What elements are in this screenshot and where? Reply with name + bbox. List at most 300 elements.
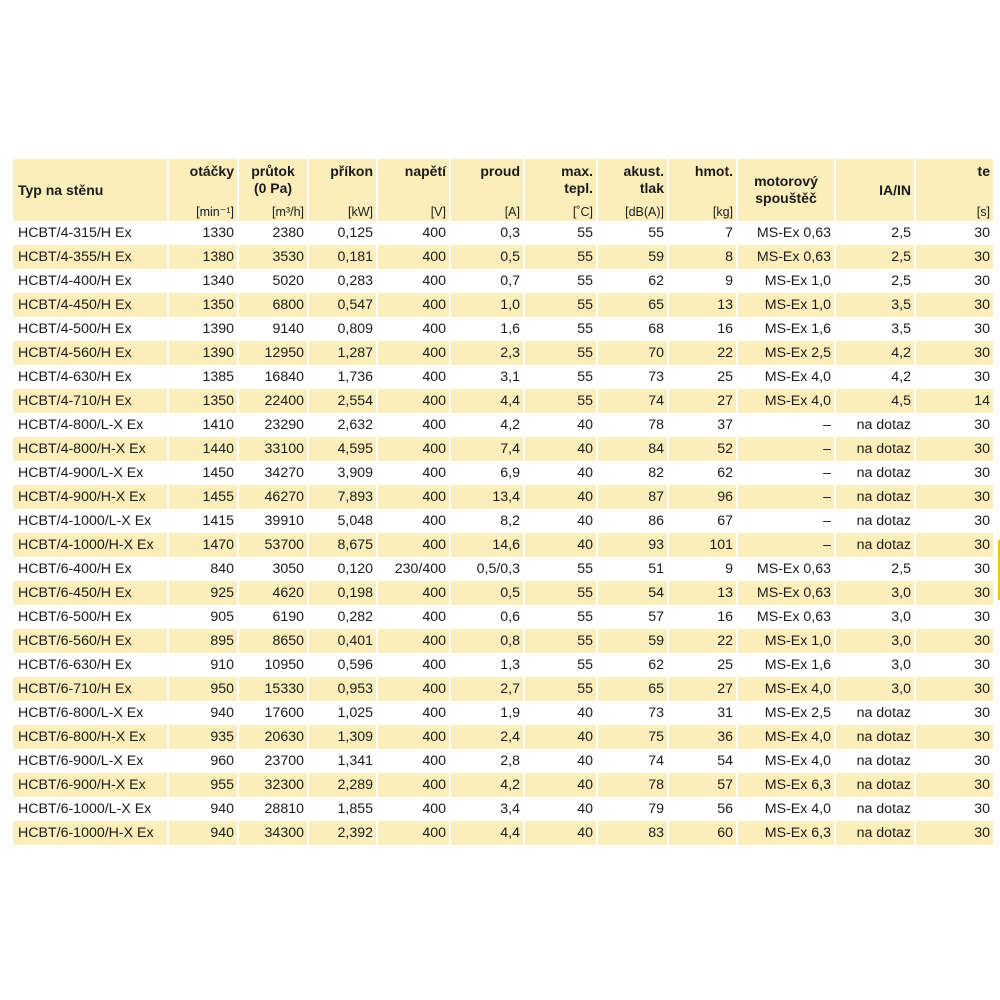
cell-weight: 22 <box>669 341 736 365</box>
table-row <box>13 485 993 509</box>
cell-acoustic: 75 <box>598 725 667 749</box>
cell-te: 30 <box>916 629 993 653</box>
cell-ia-in: na dotaz <box>836 461 914 485</box>
cell-voltage: 400 <box>378 533 449 557</box>
cell-current: 1,6 <box>451 317 523 341</box>
cell-voltage: 400 <box>378 221 449 245</box>
cell-voltage: 400 <box>378 797 449 821</box>
cell-weight: 62 <box>669 461 736 485</box>
cell-current: 0,3 <box>451 221 523 245</box>
cell-flow: 34270 <box>239 461 307 485</box>
cell-starter: MS-Ex 2,5 <box>738 701 834 725</box>
cell-speed: 1470 <box>169 533 237 557</box>
cell-current: 14,6 <box>451 533 523 557</box>
cell-power: 0,953 <box>309 677 376 701</box>
cell-max-temp: 55 <box>525 557 596 581</box>
cell-speed: 960 <box>169 749 237 773</box>
cell-speed: 905 <box>169 605 237 629</box>
cell-voltage: 230/400 <box>378 557 449 581</box>
cell-max-temp: 40 <box>525 797 596 821</box>
cell-current: 6,9 <box>451 461 523 485</box>
cell-voltage: 400 <box>378 725 449 749</box>
cell-max-temp: 55 <box>525 341 596 365</box>
cell-ia-in: na dotaz <box>836 749 914 773</box>
cell-type: HCBT/4-1000/H-X Ex <box>13 533 167 557</box>
cell-ia-in: na dotaz <box>836 773 914 797</box>
cell-speed: 1390 <box>169 341 237 365</box>
cell-type: HCBT/4-800/L-X Ex <box>13 413 167 437</box>
cell-current: 3,1 <box>451 365 523 389</box>
cell-max-temp: 40 <box>525 461 596 485</box>
cell-starter: – <box>738 437 834 461</box>
cell-speed: 1330 <box>169 221 237 245</box>
cell-power: 0,547 <box>309 293 376 317</box>
cell-weight: 27 <box>669 677 736 701</box>
cell-current: 4,4 <box>451 821 523 845</box>
cell-current: 4,2 <box>451 773 523 797</box>
cell-power: 0,283 <box>309 269 376 293</box>
cell-starter: MS-Ex 4,0 <box>738 365 834 389</box>
cell-flow: 34300 <box>239 821 307 845</box>
cell-speed: 1415 <box>169 509 237 533</box>
cell-speed: 1455 <box>169 485 237 509</box>
table-row <box>13 437 993 461</box>
cell-ia-in: na dotaz <box>836 533 914 557</box>
cell-weight: 31 <box>669 701 736 725</box>
cell-power: 0,809 <box>309 317 376 341</box>
cell-te: 30 <box>916 341 993 365</box>
col-header-te: te [s] <box>916 159 993 221</box>
cell-starter: MS-Ex 0,63 <box>738 581 834 605</box>
table-row <box>13 581 993 605</box>
cell-ia-in: 3,0 <box>836 629 914 653</box>
cell-type: HCBT/4-500/H Ex <box>13 317 167 341</box>
cell-acoustic: 70 <box>598 341 667 365</box>
cell-acoustic: 65 <box>598 293 667 317</box>
cell-type: HCBT/6-400/H Ex <box>13 557 167 581</box>
cell-voltage: 400 <box>378 821 449 845</box>
col-header-starter: motorový spouštěč <box>738 159 834 221</box>
cell-type: HCBT/4-800/H-X Ex <box>13 437 167 461</box>
cell-starter: MS-Ex 1,6 <box>738 653 834 677</box>
cell-flow: 28810 <box>239 797 307 821</box>
cell-speed: 940 <box>169 821 237 845</box>
cell-flow: 53700 <box>239 533 307 557</box>
cell-ia-in: 2,5 <box>836 221 914 245</box>
table-row <box>13 365 993 389</box>
cell-flow: 3050 <box>239 557 307 581</box>
cell-starter: – <box>738 485 834 509</box>
cell-current: 4,4 <box>451 389 523 413</box>
cell-type: HCBT/6-800/H-X Ex <box>13 725 167 749</box>
cell-max-temp: 55 <box>525 317 596 341</box>
cell-voltage: 400 <box>378 293 449 317</box>
cell-type: HCBT/6-500/H Ex <box>13 605 167 629</box>
cell-flow: 3530 <box>239 245 307 269</box>
cell-weight: 27 <box>669 389 736 413</box>
col-header-speed: otáčky [min⁻¹] <box>169 159 237 221</box>
cell-ia-in: na dotaz <box>836 413 914 437</box>
cell-current: 1,3 <box>451 653 523 677</box>
cell-ia-in: 3,5 <box>836 317 914 341</box>
cell-te: 30 <box>916 749 993 773</box>
cell-te: 30 <box>916 581 993 605</box>
table-row <box>13 821 993 845</box>
cell-type: HCBT/4-900/L-X Ex <box>13 461 167 485</box>
col-header-ia-in: IA/IN <box>836 159 914 221</box>
cell-ia-in: na dotaz <box>836 509 914 533</box>
cell-max-temp: 55 <box>525 677 596 701</box>
cell-starter: MS-Ex 0,63 <box>738 245 834 269</box>
cell-acoustic: 74 <box>598 389 667 413</box>
cell-speed: 840 <box>169 557 237 581</box>
cell-starter: MS-Ex 1,6 <box>738 317 834 341</box>
cell-weight: 16 <box>669 605 736 629</box>
cell-max-temp: 55 <box>525 269 596 293</box>
cell-voltage: 400 <box>378 653 449 677</box>
cell-max-temp: 55 <box>525 293 596 317</box>
cell-ia-in: 4,2 <box>836 365 914 389</box>
cell-type: HCBT/6-1000/L-X Ex <box>13 797 167 821</box>
cell-te: 30 <box>916 269 993 293</box>
cell-flow: 4620 <box>239 581 307 605</box>
cell-current: 1,0 <box>451 293 523 317</box>
cell-max-temp: 40 <box>525 749 596 773</box>
cell-weight: 7 <box>669 221 736 245</box>
cell-ia-in: na dotaz <box>836 797 914 821</box>
cell-starter: MS-Ex 4,0 <box>738 749 834 773</box>
table-row <box>13 773 993 797</box>
cell-acoustic: 73 <box>598 701 667 725</box>
cell-ia-in: na dotaz <box>836 485 914 509</box>
cell-te: 30 <box>916 221 993 245</box>
cell-max-temp: 55 <box>525 581 596 605</box>
cell-acoustic: 55 <box>598 221 667 245</box>
cell-starter: MS-Ex 4,0 <box>738 725 834 749</box>
cell-acoustic: 74 <box>598 749 667 773</box>
cell-weight: 60 <box>669 821 736 845</box>
table-row <box>13 605 993 629</box>
cell-voltage: 400 <box>378 749 449 773</box>
cell-max-temp: 55 <box>525 221 596 245</box>
cell-speed: 935 <box>169 725 237 749</box>
cell-speed: 1380 <box>169 245 237 269</box>
cell-voltage: 400 <box>378 437 449 461</box>
cell-flow: 15330 <box>239 677 307 701</box>
cell-max-temp: 55 <box>525 629 596 653</box>
cell-power: 1,341 <box>309 749 376 773</box>
cell-speed: 1350 <box>169 389 237 413</box>
cell-acoustic: 84 <box>598 437 667 461</box>
table-row <box>13 317 993 341</box>
cell-power: 2,554 <box>309 389 376 413</box>
cell-starter: MS-Ex 1,0 <box>738 629 834 653</box>
cell-te: 30 <box>916 461 993 485</box>
cell-te: 30 <box>916 725 993 749</box>
cell-te: 30 <box>916 701 993 725</box>
cell-type: HCBT/6-630/H Ex <box>13 653 167 677</box>
cell-current: 2,4 <box>451 725 523 749</box>
cell-ia-in: 3,0 <box>836 653 914 677</box>
cell-power: 0,596 <box>309 653 376 677</box>
cell-acoustic: 59 <box>598 629 667 653</box>
cell-starter: – <box>738 413 834 437</box>
cell-max-temp: 55 <box>525 653 596 677</box>
cell-power: 8,675 <box>309 533 376 557</box>
cell-ia-in: 3,0 <box>836 677 914 701</box>
col-header-flow: průtok (0 Pa) [m³/h] <box>239 159 307 221</box>
cell-current: 0,8 <box>451 629 523 653</box>
cell-flow: 23290 <box>239 413 307 437</box>
cell-acoustic: 59 <box>598 245 667 269</box>
cell-ia-in: na dotaz <box>836 725 914 749</box>
cell-max-temp: 55 <box>525 605 596 629</box>
cell-max-temp: 40 <box>525 725 596 749</box>
cell-current: 2,8 <box>451 749 523 773</box>
cell-acoustic: 51 <box>598 557 667 581</box>
cell-voltage: 400 <box>378 677 449 701</box>
table-row <box>13 749 993 773</box>
cell-max-temp: 40 <box>525 701 596 725</box>
cell-speed: 1450 <box>169 461 237 485</box>
cell-voltage: 400 <box>378 245 449 269</box>
header-row <box>13 159 993 221</box>
cell-acoustic: 78 <box>598 413 667 437</box>
cell-te: 30 <box>916 293 993 317</box>
cell-speed: 1390 <box>169 317 237 341</box>
cell-acoustic: 78 <box>598 773 667 797</box>
cell-current: 4,2 <box>451 413 523 437</box>
cell-power: 0,198 <box>309 581 376 605</box>
table-row <box>13 245 993 269</box>
cell-speed: 950 <box>169 677 237 701</box>
cell-power: 4,595 <box>309 437 376 461</box>
cell-acoustic: 82 <box>598 461 667 485</box>
cell-starter: – <box>738 533 834 557</box>
cell-voltage: 400 <box>378 509 449 533</box>
cell-current: 13,4 <box>451 485 523 509</box>
cell-type: HCBT/6-450/H Ex <box>13 581 167 605</box>
cell-type: HCBT/4-1000/L-X Ex <box>13 509 167 533</box>
cell-type: HCBT/4-630/H Ex <box>13 365 167 389</box>
cell-voltage: 400 <box>378 773 449 797</box>
col-header-power: příkon [kW] <box>309 159 376 221</box>
cell-current: 2,7 <box>451 677 523 701</box>
cell-speed: 940 <box>169 797 237 821</box>
cell-ia-in: 2,5 <box>836 245 914 269</box>
cell-te: 30 <box>916 677 993 701</box>
cell-power: 0,282 <box>309 605 376 629</box>
cell-acoustic: 68 <box>598 317 667 341</box>
cell-te: 30 <box>916 773 993 797</box>
cell-power: 0,125 <box>309 221 376 245</box>
cell-starter: MS-Ex 0,63 <box>738 605 834 629</box>
cell-te: 30 <box>916 821 993 845</box>
cell-starter: MS-Ex 2,5 <box>738 341 834 365</box>
table-row <box>13 221 993 245</box>
cell-power: 1,309 <box>309 725 376 749</box>
cell-te: 14 <box>916 389 993 413</box>
cell-weight: 54 <box>669 749 736 773</box>
cell-voltage: 400 <box>378 485 449 509</box>
cell-voltage: 400 <box>378 461 449 485</box>
cell-power: 7,893 <box>309 485 376 509</box>
cell-current: 0,5/0,3 <box>451 557 523 581</box>
cell-max-temp: 40 <box>525 437 596 461</box>
cell-ia-in: 2,5 <box>836 269 914 293</box>
cell-power: 1,287 <box>309 341 376 365</box>
cell-weight: 25 <box>669 653 736 677</box>
fan-spec-table <box>11 159 995 845</box>
cell-starter: MS-Ex 1,0 <box>738 293 834 317</box>
cell-current: 8,2 <box>451 509 523 533</box>
cell-te: 30 <box>916 485 993 509</box>
cell-power: 5,048 <box>309 509 376 533</box>
cell-flow: 8650 <box>239 629 307 653</box>
cell-speed: 1350 <box>169 293 237 317</box>
cell-type: HCBT/6-710/H Ex <box>13 677 167 701</box>
cell-weight: 25 <box>669 365 736 389</box>
table-row <box>13 413 993 437</box>
cell-acoustic: 65 <box>598 677 667 701</box>
cell-max-temp: 40 <box>525 773 596 797</box>
cell-acoustic: 57 <box>598 605 667 629</box>
cell-flow: 22400 <box>239 389 307 413</box>
cell-voltage: 400 <box>378 269 449 293</box>
cell-type: HCBT/4-710/H Ex <box>13 389 167 413</box>
cell-flow: 6800 <box>239 293 307 317</box>
cell-ia-in: na dotaz <box>836 821 914 845</box>
cell-max-temp: 40 <box>525 509 596 533</box>
cell-te: 30 <box>916 533 993 557</box>
cell-acoustic: 73 <box>598 365 667 389</box>
col-header-type: Typ na stěnu <box>13 159 167 221</box>
cell-power: 0,120 <box>309 557 376 581</box>
cell-weight: 67 <box>669 509 736 533</box>
cell-flow: 16840 <box>239 365 307 389</box>
cell-weight: 13 <box>669 581 736 605</box>
cell-weight: 16 <box>669 317 736 341</box>
table-row <box>13 509 993 533</box>
cell-te: 30 <box>916 557 993 581</box>
cell-speed: 955 <box>169 773 237 797</box>
cell-flow: 39910 <box>239 509 307 533</box>
cell-max-temp: 55 <box>525 245 596 269</box>
cell-flow: 46270 <box>239 485 307 509</box>
cell-weight: 96 <box>669 485 736 509</box>
cell-weight: 9 <box>669 269 736 293</box>
cell-flow: 2380 <box>239 221 307 245</box>
table-row <box>13 389 993 413</box>
cell-power: 2,392 <box>309 821 376 845</box>
col-header-acoustic: akust. tlak [dB(A)] <box>598 159 667 221</box>
cell-power: 0,181 <box>309 245 376 269</box>
cell-te: 30 <box>916 605 993 629</box>
cell-flow: 20630 <box>239 725 307 749</box>
cell-starter: MS-Ex 6,3 <box>738 821 834 845</box>
cell-ia-in: 3,0 <box>836 605 914 629</box>
cell-starter: MS-Ex 4,0 <box>738 389 834 413</box>
cell-current: 0,5 <box>451 245 523 269</box>
cell-max-temp: 40 <box>525 413 596 437</box>
cell-max-temp: 40 <box>525 821 596 845</box>
cell-type: HCBT/6-900/L-X Ex <box>13 749 167 773</box>
cell-acoustic: 62 <box>598 653 667 677</box>
table-row <box>13 797 993 821</box>
cell-type: HCBT/4-315/H Ex <box>13 221 167 245</box>
cell-voltage: 400 <box>378 701 449 725</box>
cell-weight: 56 <box>669 797 736 821</box>
cell-starter: MS-Ex 0,63 <box>738 557 834 581</box>
table-row <box>13 557 993 581</box>
col-header-weight: hmot. [kg] <box>669 159 736 221</box>
table-row <box>13 269 993 293</box>
cell-max-temp: 40 <box>525 485 596 509</box>
cell-flow: 12950 <box>239 341 307 365</box>
cell-voltage: 400 <box>378 605 449 629</box>
cell-starter: MS-Ex 4,0 <box>738 797 834 821</box>
cell-speed: 940 <box>169 701 237 725</box>
cell-power: 2,632 <box>309 413 376 437</box>
cell-voltage: 400 <box>378 317 449 341</box>
cell-flow: 32300 <box>239 773 307 797</box>
cell-acoustic: 87 <box>598 485 667 509</box>
cell-ia-in: na dotaz <box>836 701 914 725</box>
cell-weight: 13 <box>669 293 736 317</box>
cell-acoustic: 54 <box>598 581 667 605</box>
cell-type: HCBT/4-560/H Ex <box>13 341 167 365</box>
cell-current: 0,7 <box>451 269 523 293</box>
cell-starter: – <box>738 461 834 485</box>
table-row <box>13 533 993 557</box>
cell-flow: 33100 <box>239 437 307 461</box>
cell-type: HCBT/4-400/H Ex <box>13 269 167 293</box>
cell-type: HCBT/6-900/H-X Ex <box>13 773 167 797</box>
cell-current: 7,4 <box>451 437 523 461</box>
cell-weight: 52 <box>669 437 736 461</box>
cell-type: HCBT/6-1000/H-X Ex <box>13 821 167 845</box>
cell-speed: 1410 <box>169 413 237 437</box>
cell-starter: MS-Ex 1,0 <box>738 269 834 293</box>
cell-starter: MS-Ex 4,0 <box>738 677 834 701</box>
cell-weight: 101 <box>669 533 736 557</box>
cell-te: 30 <box>916 509 993 533</box>
cell-te: 30 <box>916 653 993 677</box>
cell-speed: 1340 <box>169 269 237 293</box>
table-row <box>13 341 993 365</box>
cell-te: 30 <box>916 413 993 437</box>
cell-type: HCBT/4-450/H Ex <box>13 293 167 317</box>
cell-power: 1,855 <box>309 797 376 821</box>
cell-type: HCBT/6-560/H Ex <box>13 629 167 653</box>
cell-speed: 895 <box>169 629 237 653</box>
cell-te: 30 <box>916 797 993 821</box>
cell-type: HCBT/6-800/L-X Ex <box>13 701 167 725</box>
cell-te: 30 <box>916 365 993 389</box>
table-row <box>13 629 993 653</box>
cell-max-temp: 55 <box>525 389 596 413</box>
cell-current: 0,6 <box>451 605 523 629</box>
table-row <box>13 701 993 725</box>
table-row <box>13 677 993 701</box>
cell-te: 30 <box>916 245 993 269</box>
cell-weight: 57 <box>669 773 736 797</box>
cell-max-temp: 40 <box>525 533 596 557</box>
cell-starter: MS-Ex 6,3 <box>738 773 834 797</box>
cell-type: HCBT/4-900/H-X Ex <box>13 485 167 509</box>
cell-ia-in: 3,0 <box>836 581 914 605</box>
cell-ia-in: 3,5 <box>836 293 914 317</box>
